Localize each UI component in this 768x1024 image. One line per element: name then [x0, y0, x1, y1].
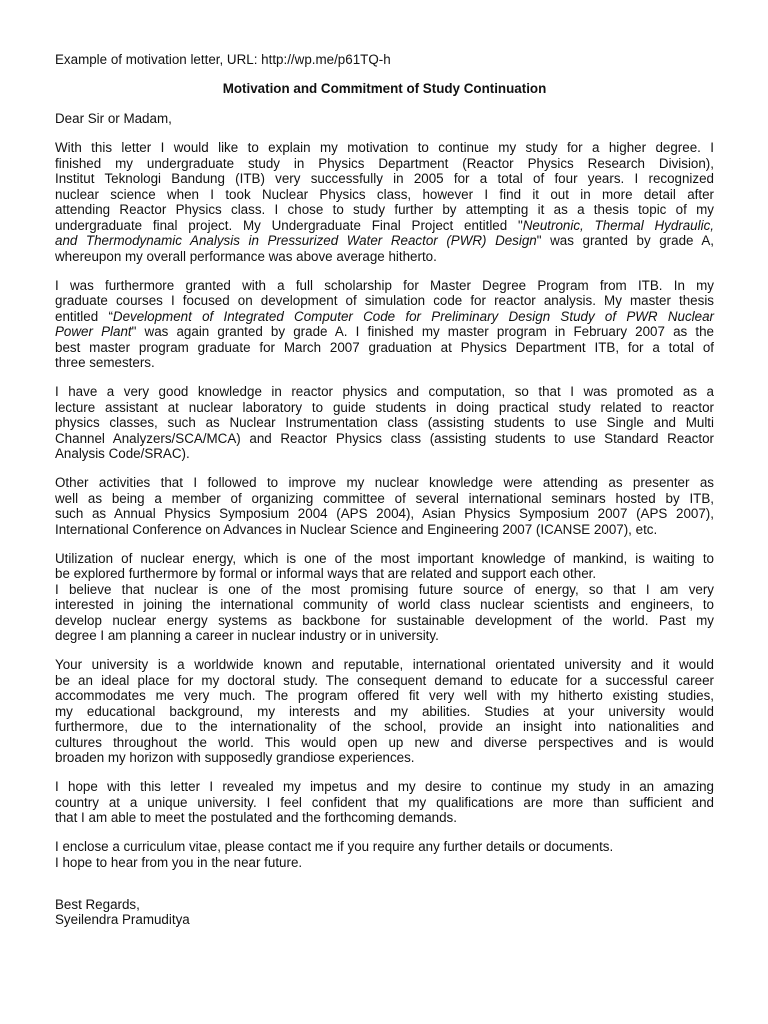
- text-line: accommodates me very much. The program offered fit very well with my hitherto existing studies,: [55, 688, 714, 703]
- text-line: best master program graduate for March 2007 graduation at Physics Department ITB, for a total of: [55, 339, 714, 355]
- text-segment: undergraduate final project. My Undergraduate Final Project entitled ": [55, 217, 523, 233]
- text-line: well as being a member of organizing committee of several international seminars hosted by ITB,: [55, 490, 714, 506]
- text-line: broaden my horizon with supposedly grandiose experiences.: [55, 750, 415, 765]
- text-line: my educational background, my interests and my abilities. Studies at your university would: [55, 703, 714, 719]
- text-line: be explored furthermore by formal or informal ways that are related and support each other.: [55, 566, 597, 581]
- letter-document: [55, 52, 714, 928]
- text-line: Analysis Code/SRAC).: [55, 446, 190, 461]
- paragraph: [55, 140, 714, 264]
- text-line: whereupon my overall performance was above average hitherto.: [55, 248, 437, 264]
- paragraph: [55, 475, 714, 537]
- paragraph: [55, 779, 714, 826]
- text-line: graduate courses I focused on development of simulation code for reactor analysis. My master thesis: [55, 293, 714, 308]
- text-line: I believe that nuclear is one of the most promising future source of energy, so that I am very: [55, 581, 714, 597]
- paragraph: [55, 855, 714, 871]
- text-line: I hope with this letter I revealed my impetus and my desire to continue my study in an amazing: [55, 779, 714, 794]
- text-line: I hope to hear from you in the near future.: [55, 854, 303, 870]
- text-line: lecture assistant at nuclear laboratory to guide students in doing practical study related to reactor: [55, 399, 714, 415]
- paragraph: [55, 582, 714, 644]
- text-line: attending Reactor Physics class. I chose to study further by attempting it as a thesis topic of my: [55, 202, 714, 217]
- italic-title-text: Neutronic, Thermal Hydraulic,: [522, 217, 714, 233]
- signature-name: Syeilendra Pramuditya: [55, 912, 190, 927]
- text-segment: " was granted by grade A,: [536, 233, 714, 248]
- closing: [55, 897, 714, 928]
- text-line: physics classes, such as Nuclear Instrumentation class (assisting students to use Single and Multi: [55, 415, 714, 430]
- letter-section: [55, 657, 714, 766]
- text-line: finished my undergraduate study in Physics Department (Reactor Physics Research Division),: [55, 155, 714, 171]
- text-segment: " was again granted by grade A. I finished my master program in February 2007 as the: [131, 324, 714, 339]
- letter-section: [55, 551, 714, 644]
- paragraph: [55, 278, 714, 371]
- letter-section: [55, 140, 714, 264]
- letter-section: [55, 384, 714, 462]
- paragraph: [55, 657, 714, 766]
- text-line: three semesters.: [55, 355, 155, 370]
- text-line: Institut Teknologi Bandung (ITB) very successfully in 2005 for a total of four years. I recognized: [55, 171, 714, 186]
- letter-source-note: Example of motivation letter, URL: http://wp.me/p61TQ-h: [55, 52, 391, 67]
- letter-section: [55, 475, 714, 537]
- paragraph: [55, 551, 714, 582]
- text-line: country at a unique university. I feel confident that my qualifications are more than sufficient and: [55, 794, 714, 810]
- text-line: Utilization of nuclear energy, which is one of the most important knowledge of mankind, is waiting to: [55, 550, 714, 566]
- text-line: I enclose a curriculum vitae, please contact me if you require any further details or documents.: [55, 839, 614, 854]
- text-line: [55, 218, 714, 234]
- text-line: Other activities that I followed to improve my nuclear knowledge were attending as presenter as: [55, 475, 714, 490]
- paragraph: [55, 839, 714, 855]
- text-line: [55, 233, 714, 249]
- italic-title-text: Power Plant: [55, 324, 132, 339]
- italic-title-text: and Thermodynamic Analysis in Pressurized Water Reactor (PWR) Design: [55, 233, 537, 248]
- closing-phrase: Best Regards,: [55, 896, 140, 912]
- text-line: develop nuclear energy systems as backbone for sustainable development of the world. Past my: [55, 612, 714, 628]
- text-line: I have a very good knowledge in reactor physics and computation, so that I was promoted as a: [55, 384, 714, 399]
- text-line: such as Annual Physics Symposium 2004 (APS 2004), Asian Physics Symposium 2007 (APS 2007),: [55, 506, 714, 521]
- text-line: [55, 309, 714, 325]
- letter-body: [55, 140, 714, 870]
- text-line: Your university is a worldwide known and reputable, international orientated university and it would: [55, 657, 714, 672]
- text-line: be an ideal place for my doctoral study. The consequent demand to educate for a successful career: [55, 672, 714, 688]
- paragraph: [55, 384, 714, 462]
- text-line: that I am able to meet the postulated and the forthcoming demands.: [55, 810, 457, 825]
- text-line: interested in joining the international community of world class nuclear scientists and engineers, to: [55, 597, 714, 612]
- letter-section: [55, 278, 714, 371]
- letter-section: [55, 839, 714, 870]
- text-line: furthermore, due to the internationality of the school, provide an insight into nationalities and: [55, 719, 714, 734]
- text-line: International Conference on Advances in Nuclear Science and Engineering 2007 (ICANSE 2007), etc.: [55, 521, 658, 537]
- letter-title: Motivation and Commitment of Study Continuation: [222, 80, 547, 96]
- text-line: [55, 324, 714, 340]
- letter-section: [55, 779, 714, 826]
- text-line: With this letter I would like to explain my motivation to continue my study for a higher degree. I: [55, 140, 714, 155]
- text-segment: entitled “: [55, 308, 113, 324]
- salutation: Dear Sir or Madam,: [55, 111, 172, 126]
- italic-title-text: Development of Integrated Computer Code for Preliminary Design Study of PWR Nuclear: [112, 308, 715, 324]
- text-line: cultures throughout the world. This would open up new and diverse perspectives and is would: [55, 734, 714, 750]
- text-line: I was furthermore granted with a full scholarship for Master Degree Program from ITB. In my: [55, 277, 714, 293]
- text-line: degree I am planning a career in nuclear industry or in university.: [55, 628, 439, 643]
- text-line: Channel Analyzers/SCA/MCA) and Reactor Physics class (assisting students to use Standard Reactor: [55, 430, 714, 446]
- text-line: nuclear science when I took Nuclear Physics class, however I find it out in more detail after: [55, 186, 714, 202]
